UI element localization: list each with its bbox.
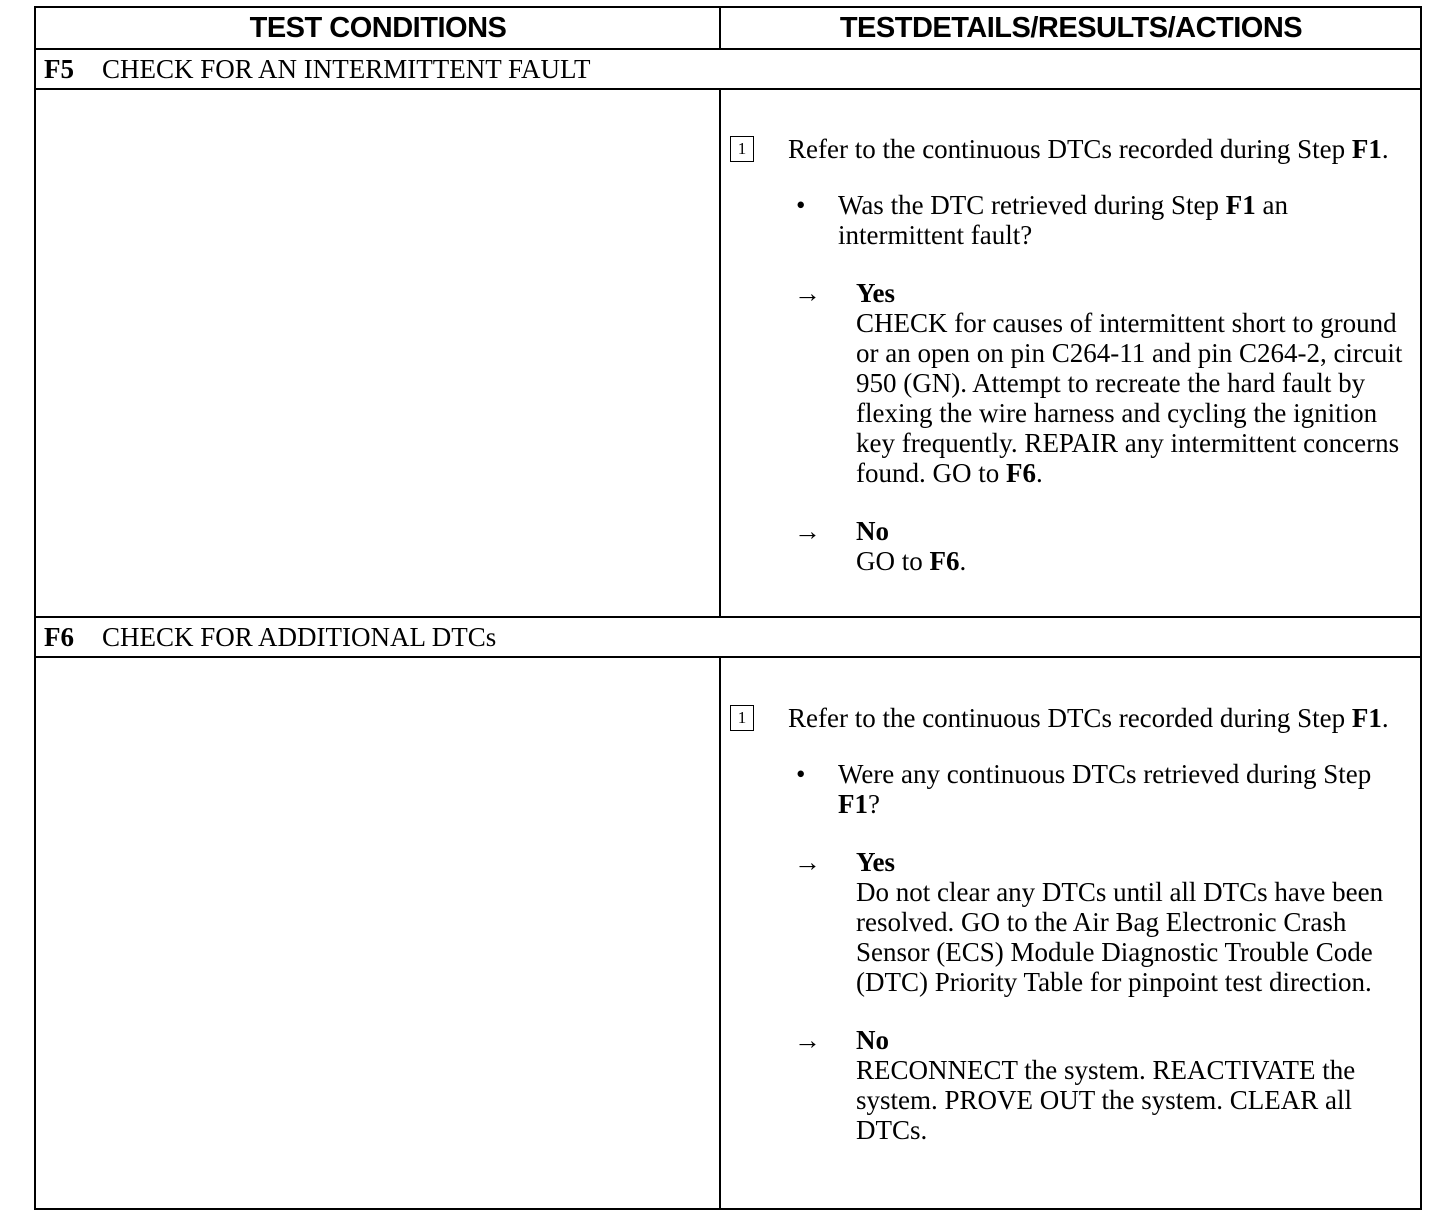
header-divider <box>36 48 1420 50</box>
yes-text: Do not clear any DTCs until all DTCs have been resolved. GO to the Air Bag Electronic Crash Sensor (ECS) Module Diagnostic Trouble Code (DTC) Priority Table for pinpoint test direction. <box>856 877 1384 997</box>
question-pre: Was the DTC retrieved during Step <box>838 190 1219 220</box>
yes-branch <box>730 847 1412 997</box>
step-item: 1 Refer to the continuous DTCs recorded during Step F1. <box>730 134 1412 164</box>
details-f6 <box>730 703 1412 1145</box>
column-divider <box>719 88 721 616</box>
section-divider <box>36 616 1420 618</box>
section-title-text: CHECK FOR ADDITIONAL DTCs <box>102 622 497 652</box>
yes-branch: → Yes CHECK for causes of intermittent short to ground or an open on pin C264-11 and pin C264-2, circuit 950 (GN). Attempt to recreate the hard fault by flexing the wire harness and cycling the ignition key frequently. REPAIR any intermittent concerns found. GO to F6. <box>730 278 1412 488</box>
step-number-box: 1 <box>730 705 754 731</box>
no-branch <box>730 1025 1412 1145</box>
no-label: No <box>856 516 889 546</box>
step-ref: F1 <box>1351 134 1382 164</box>
question-item: • Was the DTC retrieved during Step F1 an intermittent fault? <box>796 190 1288 250</box>
arrow-icon: → <box>794 1025 821 1055</box>
column-divider <box>719 656 721 1208</box>
step-ref: F1 <box>1351 703 1382 733</box>
no-label: No <box>856 1025 889 1055</box>
section-title-f5 <box>44 54 591 85</box>
arrow-icon: → <box>794 278 821 308</box>
yes-ref: F6 <box>1006 458 1036 488</box>
question-post: an intermittent fault? <box>838 190 1288 250</box>
step-text: Refer to the continuous DTCs recorded during Step <box>788 134 1346 164</box>
no-branch: → No GO to F6. <box>730 516 1412 576</box>
section-title-text: CHECK FOR AN INTERMITTENT FAULT <box>102 54 591 84</box>
no-text: RECONNECT the system. REACTIVATE the system. PROVE OUT the system. CLEAR all DTCs. <box>856 1055 1356 1145</box>
question-ref: F1 <box>1225 190 1256 220</box>
step-text: Refer to the continuous DTCs recorded during Step <box>788 703 1346 733</box>
header-test-details: TESTDETAILS/RESULTS/ACTIONS <box>839 11 1303 44</box>
section-code: F5 <box>44 54 74 84</box>
step-number-box: 1 <box>730 136 754 162</box>
question-pre: Were any continuous DTCs retrieved during Step <box>838 759 1372 789</box>
section-title-f6 <box>44 622 496 653</box>
header-test-conditions: TEST CONDITIONS <box>249 11 507 44</box>
yes-label: Yes <box>856 847 895 877</box>
question-ref: F1 <box>838 789 868 819</box>
diagnostic-table <box>34 6 1422 1210</box>
details-f5 <box>730 134 1412 576</box>
arrow-icon: → <box>794 516 821 546</box>
yes-label: Yes <box>856 278 895 308</box>
question-item: • Were any continuous DTCs retrieved during Step F1? <box>796 759 1372 819</box>
no-text: GO to <box>856 546 923 576</box>
question-post: ? <box>868 789 880 819</box>
yes-text: CHECK for causes of intermittent short to ground or an open on pin C264-11 and pin C264-2, circuit 950 (GN). Attempt to recreate the hard fault by flexing the wire harness and cycling the ignition key frequently. REPAIR any intermittent concerns found. GO to <box>856 308 1403 488</box>
step-item: 1 Refer to the continuous DTCs recorded during Step F1. <box>730 703 1412 733</box>
arrow-icon: → <box>794 847 821 877</box>
section-divider <box>36 88 1420 90</box>
column-divider <box>719 8 721 48</box>
section-divider <box>36 656 1420 658</box>
no-ref: F6 <box>929 546 960 576</box>
section-code: F6 <box>44 622 74 652</box>
